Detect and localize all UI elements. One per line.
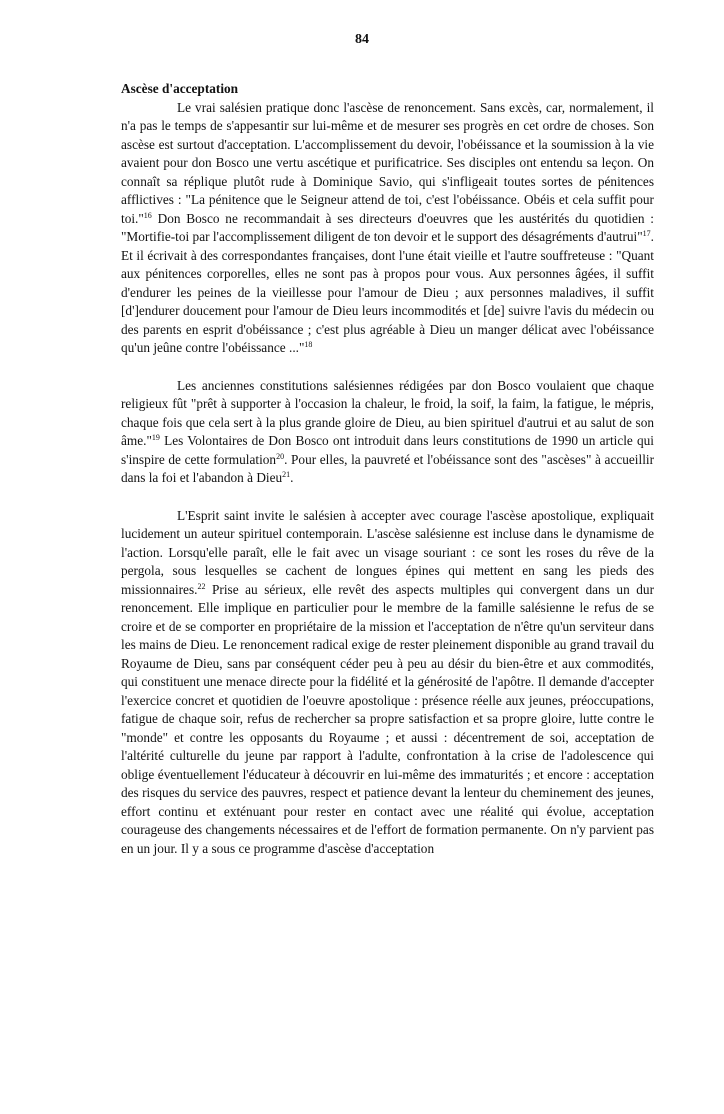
- page-body: [121, 80, 654, 858]
- footnote-ref-18: 18: [304, 340, 313, 349]
- text-run: Don Bosco ne recommandait à ses directeurs d'oeuvres que les austérités du quotidien : "Mortifie-toi par l'accomplissement diligent de ton devoir et le support des désagréments d'autrui": [121, 210, 654, 244]
- text-run: Les anciennes constitutions salésiennes rédigées par don Bosco voulaient que chaque religieux fût "prêt à supporter à l'occasion la chaleur, le froid, la soif, la faim, la fatigue, le mépris, chaque fois que cela sert à la plus grande gloire de Dieu, au bien spirituel d'autrui et au salut de son âme.": [121, 377, 654, 448]
- text-run: . Et il écrivait à des correspondantes françaises, dont l'une était vieille et l'autre souffreteuse : "Quant aux pénitences corporelles, elles ne sont pas à propos pour vous. Aux personnes âgées, il suffit d'endurer les peines de la vieillesse pour l'amour de Dieu ; aux personnes maladives, il suffit [d']endurer doucement pour l'amour de Dieu leurs incommodités et [de] suivre l'avis du médecin ou des parents en esprit d'obéissance ; c'est plus agréable à Dieu un manger délicat avec l'obéissance qu'un jeûne contre l'obéissance ...": [121, 229, 654, 355]
- text-run: Les Volontaires de Don Bosco ont introduit dans leurs constitutions de 1990 un article qui s'inspire de cette formulation: [121, 433, 654, 467]
- footnote-ref-20: 20: [276, 451, 285, 461]
- paragraph-1: [121, 99, 654, 358]
- paragraph-3: [121, 507, 654, 859]
- section-heading: Ascèse d'acceptation: [121, 81, 239, 96]
- text-run: . Pour elles, la pauvreté et l'obéissance sont des "ascèses" à accueillir dans la foi et l'abandon à Dieu: [121, 451, 655, 485]
- page-number: 84: [355, 32, 369, 47]
- footnote-ref-16: 16: [143, 210, 152, 220]
- footnote-ref-21: 21: [282, 470, 291, 479]
- text-run: Le vrai salésien pratique donc l'ascèse de renoncement. Sans excès, car, normalement, il n'a pas le temps de s'appesantir sur lui-même et de mesurer ses progrès en cet ordre de choses. Son ascèse est surtout d'acceptation. L'accomplissement du devoir, l'obéissance et la soumission à la vie avaient pour don Bosco une vertu ascétique et purificatrice. Ses disciples ont entendu sa leçon. On connaît sa réplique plutôt rude à Dominique Savio, qui s'infligeait toutes sortes de pénitences afflictives : "La pénitence que le Seigneur attend de toi, c'est l'obéissance. Obéis et cela suffit pour toi.": [121, 99, 654, 226]
- paragraph-2: [121, 377, 654, 488]
- footnote-ref-22: 22: [197, 581, 206, 591]
- footnote-ref-19: 19: [151, 433, 160, 442]
- text-run: L'Esprit saint invite le salésien à accepter avec courage l'ascèse apostolique, expliquait lucidement un auteur spirituel contemporain. L'ascèse salésienne est incluse dans le dynamisme de l'action. Lorsqu'elle paraît, elle le fait avec un visage souriant : ce sont les roses du rêve de la pergola, sous lesquelles se cachent de longues épines qui mettent en sang les pieds des missionnaires.: [121, 507, 654, 597]
- footnote-ref-17: 17: [642, 229, 651, 238]
- text-run: .: [290, 470, 294, 485]
- text-run: Prise au sérieux, elle revêt des aspects multiples qui convergent dans un dur renoncement. Elle implique en particulier pour le membre de la famille salésienne le refus de se croire et de se comporter en propriétaire de la mission et l'acceptation de n'être qu'un serviteur dans les mains de Dieu. Le renoncement radical exige de rester pleinement disponible au grand travail du Royaume de Dieu, sans par conséquent céder peu à peu au désir du bien-être et aux commodités, qui constituent une menace directe pour la fidélité et la générosité de l'apôtre. Il demande d'accepter l'exercice concret et quotidien de l'oeuvre apostolique : présence réelle aux jeunes, préoccupations, fatigue de chaque soir, refus de rechercher sa propre satisfaction et sa propre gloire, lutte contre le "monde" et contre les opposants du Royaume ; et aussi : décentrement de soi, acceptation de l'altérité culturelle du jeune par rapport à l'adulte, confrontation à la crise de l'adolescence qui oblige éventuellement l'éducateur à découvrir en lui-même des immaturités ; et encore : acceptation des risques du service des pauvres, respect et patience devant la lenteur du cheminement des jeunes, effort continu et exténuant pour rester en contact avec une réalité qui évolue, acceptation courageuse des changements nécessaires et de l'effort de formation permanente. On n'y parvient pas en un jour. Il y a sous ce programme d'ascèse d'acceptation: [121, 581, 654, 856]
